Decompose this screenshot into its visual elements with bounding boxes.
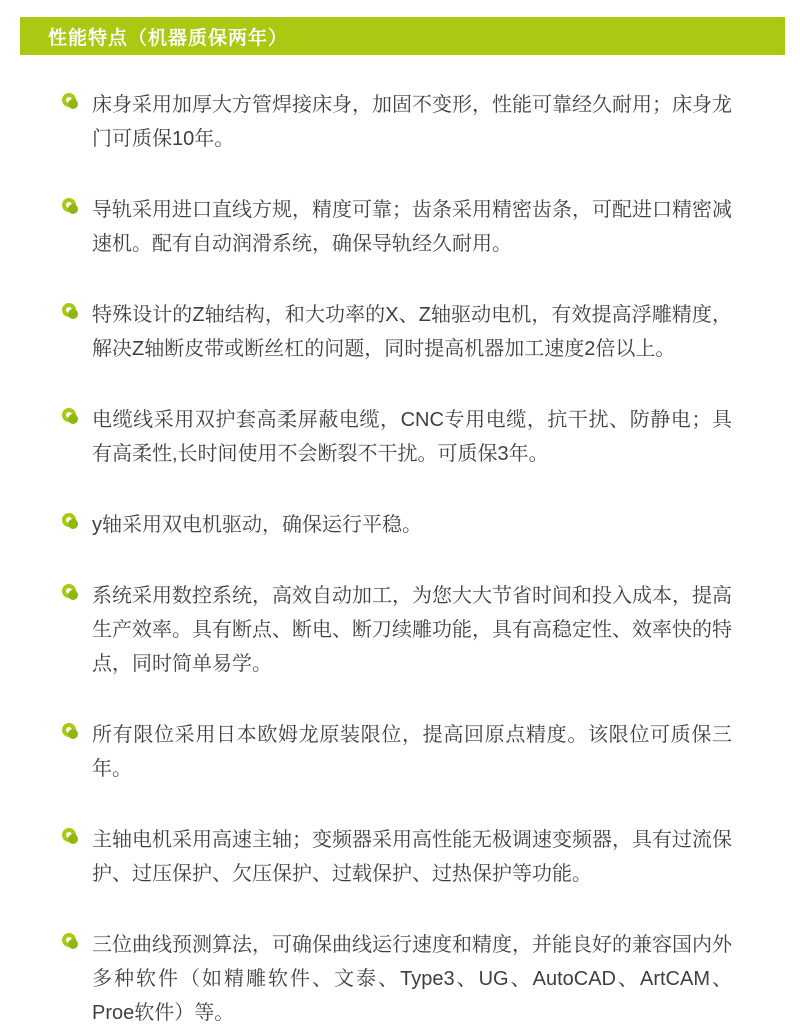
target-bullet-icon [62,723,76,737]
target-bullet-icon [62,303,76,317]
feature-list [0,88,800,1030]
feature-item [62,508,800,542]
feature-text: 系统采用数控系统，高效自动加工，为您大大节省时间和投入成本，提高生产效率。具有断点、断电、断刀续雕功能，具有高稳定性、效率快的特点，同时简单易学。 [92,585,732,675]
target-bullet-icon [62,198,76,212]
feature-item [62,928,800,1030]
target-bullet-icon [62,584,76,598]
feature-text: 所有限位采用日本欧姆龙原装限位，提高回原点精度。该限位可质保三年。 [92,724,732,780]
feature-text: 主轴电机采用高速主轴；变频器采用高性能无极调速变频器，具有过流保护、过压保护、欠压保护、过载保护、过热保护等功能。 [92,829,732,885]
feature-item [62,298,800,366]
feature-item [62,88,800,156]
feature-text: 床身采用加厚大方管焊接床身，加固不变形，性能可靠经久耐用；床身龙门可质保10年。 [92,94,732,150]
feature-text: 三位曲线预测算法，可确保曲线运行速度和精度，并能良好的兼容国内外多种软件（如精雕软件、文泰、Type3、UG、AutoCAD、ArtCAM、Proe软件）等。 [92,934,732,1024]
feature-text: y轴采用双电机驱动，确保运行平稳。 [92,514,422,536]
feature-item [62,823,800,891]
target-bullet-icon [62,513,76,527]
feature-text: 电缆线采用双护套高柔屏蔽电缆，CNC专用电缆，抗干扰、防静电；具有高柔性,长时间使用不会断裂不干扰。可质保3年。 [92,409,732,465]
feature-item [62,579,800,681]
feature-item [62,193,800,261]
section-header-banner [20,17,785,55]
feature-item [62,403,800,471]
target-bullet-icon [62,933,76,947]
feature-text: 导轨采用进口直线方规，精度可靠；齿条采用精密齿条，可配进口精密减速机。配有自动润滑系统，确保导轨经久耐用。 [92,199,732,255]
feature-text: 特殊设计的Z轴结构，和大功率的X、Z轴驱动电机，有效提高浮雕精度，解决Z轴断皮带或断丝杠的问题，同时提高机器加工速度2倍以上。 [92,304,732,360]
feature-item [62,718,800,786]
target-bullet-icon [62,93,76,107]
target-bullet-icon [62,408,76,422]
section-title: 性能特点（机器质保两年） [48,27,289,49]
target-bullet-icon [62,828,76,842]
